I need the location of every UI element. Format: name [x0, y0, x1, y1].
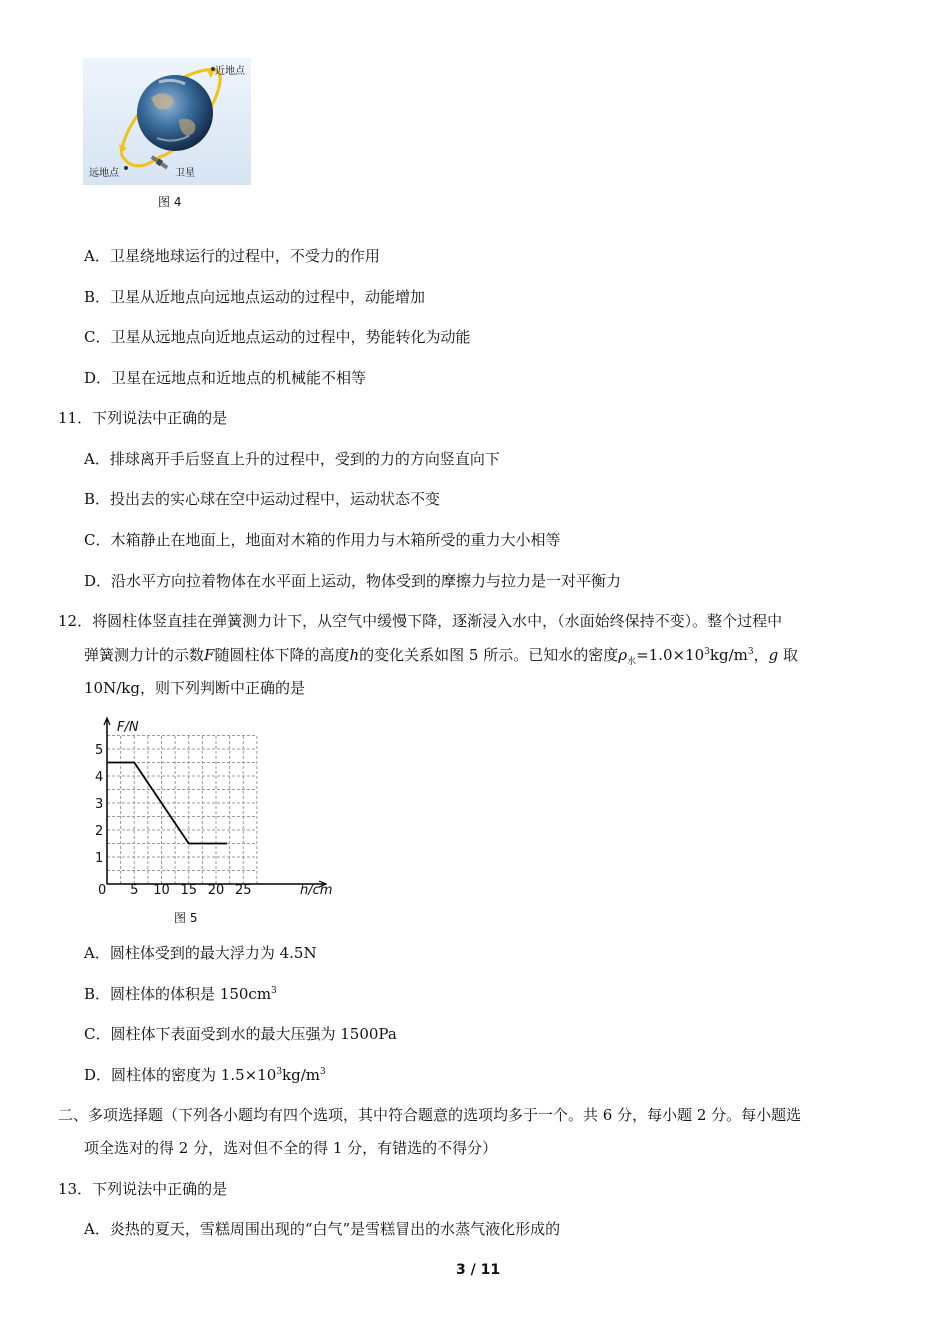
q11-option-d: D．沿水平方向拉着物体在水平面上运动，物体受到的摩擦力与拉力是一对平衡力: [84, 572, 622, 590]
q11-option-a: A．排球离开手后竖直上升的过程中，受到的力的方向竖直向下: [84, 450, 500, 468]
q10-option-d: D．卫星在远地点和近地点的机械能不相等: [84, 369, 367, 387]
page-number: 3 / 11: [456, 1262, 501, 1278]
figure-4: [83, 58, 251, 185]
section-2-heading-cont: 项全选对的得 2 分，选对但不全的得 1 分，有错选的不得分）: [84, 1139, 498, 1157]
q10-option-c: C．卫星从远地点向近地点运动的过程中，势能转化为动能: [84, 328, 471, 346]
q12-option-a: A．圆柱体受到的最大浮力为 4.5N: [84, 944, 317, 962]
figure-4-caption: 图 4: [158, 195, 182, 209]
y-tick-label: 1: [95, 851, 104, 866]
q13-option-a: A．炎热的夏天，雪糕周围出现的“白气”是雪糕冒出的水蒸气液化形成的: [84, 1220, 561, 1238]
q11-option-c: C．木箱静止在地面上，地面对木箱的作用力与木箱所受的重力大小相等: [84, 531, 561, 549]
q11-stem: 11．下列说法中正确的是: [58, 409, 228, 427]
label-satellite: 卫星: [175, 168, 195, 179]
x-tick-label: 0: [98, 883, 107, 898]
q10-option-b: B．卫星从近地点向远地点运动的过程中，动能增加: [84, 288, 426, 306]
q12-stem-line2: 弹簧测力计的示数F随圆柱体下降的高度h的变化关系如图 5 所示。已知水的密度$\rho_水=1.0\times 10^3kg/m^3$，g 取: [84, 646, 798, 667]
section-2-heading: 二、多项选择题（下列各小题均有四个选项，其中符合题意的选项均多于一个。共 6 分，每小题 2 分。每小题选: [58, 1106, 802, 1124]
x-tick-label: 20: [207, 883, 225, 898]
y-axis-label: F/N: [117, 720, 139, 735]
q12-stem-line3: 10N/kg，则下列判断中正确的是: [84, 679, 305, 697]
figure-5-caption: 图 5: [174, 911, 198, 925]
q11-option-b: B．投出去的实心球在空中运动过程中，运动状态不变: [84, 490, 441, 508]
x-tick-label: 10: [153, 883, 170, 898]
x-axis-label: h/cm: [300, 883, 333, 898]
y-tick-label: 5: [95, 743, 104, 758]
x-tick-label: 5: [130, 883, 139, 898]
label-apogee: 远地点: [89, 168, 119, 179]
x-tick-label: 15: [180, 883, 198, 898]
label-perigee: 近地点: [215, 66, 245, 77]
q13-stem: 13．下列说法中正确的是: [58, 1180, 228, 1198]
q12-stem-line1: 12．将圆柱体竖直挂在弹簧测力计下，从空气中缓慢下降，逐渐浸入水中，（水面始终保持不变）。整个过程中: [58, 612, 783, 630]
figure-5-chart: [90, 716, 340, 902]
q12-option-d: D．圆柱体的密度为 $1.5\times 10^3kg/m^3$: [84, 1066, 326, 1084]
x-tick-label: 25: [234, 883, 252, 898]
y-tick-label: 2: [95, 824, 104, 839]
q12-option-b: B．圆柱体的体积是 $150cm^3$: [84, 985, 277, 1003]
q12-option-c: C．圆柱体下表面受到水的最大压强为 1500Pa: [84, 1025, 397, 1043]
y-tick-label: 4: [95, 770, 104, 785]
y-tick-label: 3: [95, 797, 104, 812]
q10-option-a: A．卫星绕地球运行的过程中，不受力的作用: [84, 247, 380, 265]
